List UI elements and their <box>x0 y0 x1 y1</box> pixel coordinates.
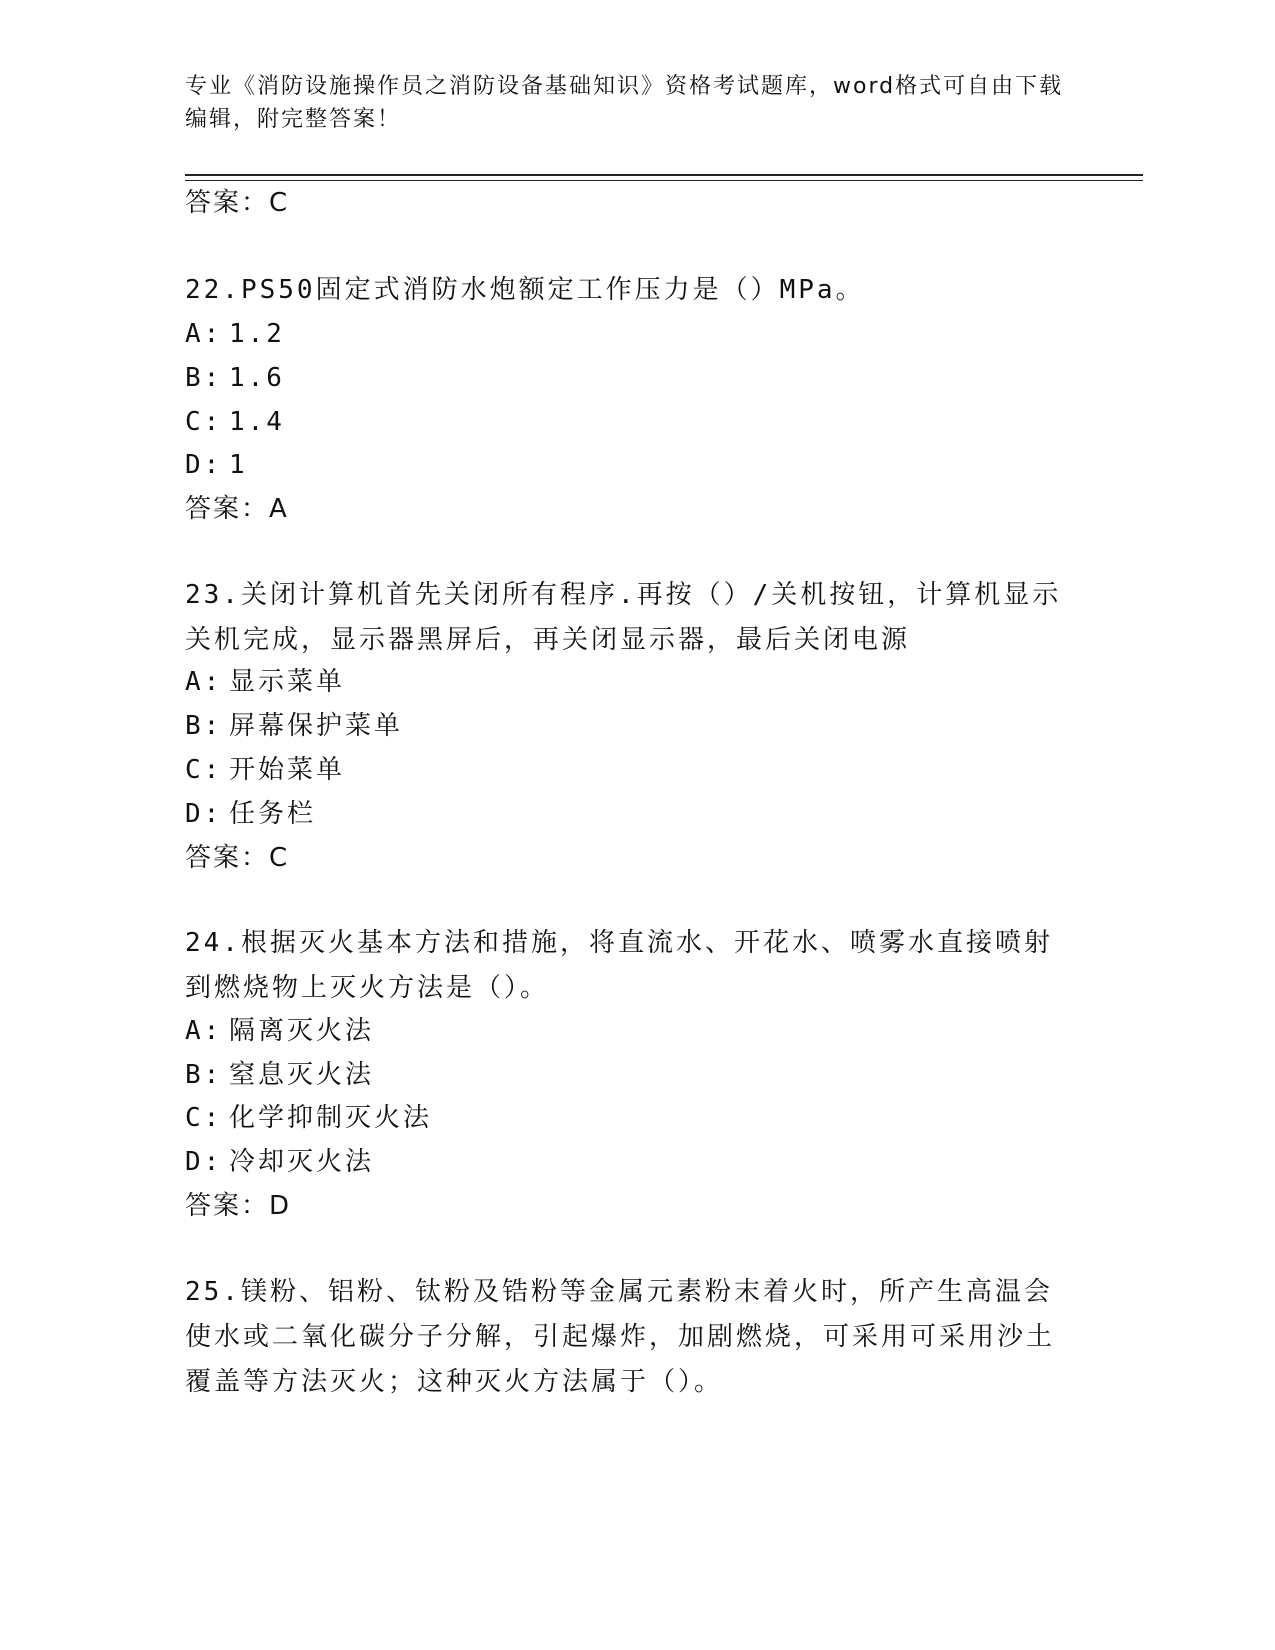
answer-23: 答案：C <box>185 843 290 873</box>
answer-21: 答案：C <box>185 188 290 218</box>
document-header: 专业《消防设施操作员之消防设备基础知识》资格考试题库，word格式可自由下载编辑，附完整答案！ <box>185 74 1064 132</box>
option-letter: B: <box>185 363 223 393</box>
question-23-option-b <box>185 711 403 741</box>
question-22-option-b <box>185 363 285 393</box>
question-24-option-d <box>185 1147 374 1177</box>
option-text: 1.2 <box>229 319 285 349</box>
option-text: 屏幕保护菜单 <box>229 711 404 741</box>
question-22-option-a <box>185 319 285 349</box>
question-22-option-d <box>185 450 248 480</box>
question-23-option-d <box>185 799 316 829</box>
question-24-stem: 24.根据灭火基本方法和措施，将直流水、开花水、喷雾水直接喷射到燃烧物上灭火方法是（）。 <box>185 928 1053 1003</box>
option-letter: D: <box>185 1147 223 1177</box>
question-22-option-c <box>185 407 285 437</box>
option-letter: C: <box>185 755 223 785</box>
question-23-option-c <box>185 755 345 785</box>
question-23-option-a <box>185 667 345 697</box>
option-text: 隔离灭火法 <box>229 1016 375 1046</box>
option-text: 开始菜单 <box>229 755 346 785</box>
option-text: 任务栏 <box>229 799 317 829</box>
option-letter: A: <box>185 319 223 349</box>
answer-24: 答案：D <box>185 1191 292 1221</box>
option-text: 显示菜单 <box>229 667 346 697</box>
option-text: 冷却灭火法 <box>229 1147 375 1177</box>
option-text: 化学抑制灭火法 <box>229 1103 433 1133</box>
header-divider-thin <box>185 180 1143 181</box>
question-24-option-b <box>185 1060 374 1090</box>
header-divider-thick <box>185 174 1143 176</box>
option-letter: B: <box>185 1060 223 1090</box>
option-letter: A: <box>185 667 223 697</box>
option-text: 1 <box>229 450 248 480</box>
option-letter: B: <box>185 711 223 741</box>
question-25-stem: 25.镁粉、铝粉、钛粉及锆粉等金属元素粉末着火时，所产生高温会使水或二氧化碳分子分解，引起爆炸，加剧燃烧，可采用可采用沙土覆盖等方法灭火；这种灭火方法属于（）。 <box>185 1277 1056 1397</box>
answer-22: 答案：A <box>185 494 289 524</box>
option-letter: C: <box>185 1103 223 1133</box>
option-letter: D: <box>185 450 223 480</box>
question-24-option-a <box>185 1016 374 1046</box>
option-text: 窒息灭火法 <box>229 1060 375 1090</box>
option-letter: C: <box>185 407 223 437</box>
option-letter: D: <box>185 799 223 829</box>
option-letter: A: <box>185 1016 223 1046</box>
option-text: 1.6 <box>229 363 285 393</box>
question-22-stem: 22.PS50固定式消防水炮额定工作压力是（）MPa。 <box>185 275 865 305</box>
question-23-stem: 23.关闭计算机首先关闭所有程序.再按（）/关机按钮，计算机显示关机完成，显示器黑屏后，再关闭显示器，最后关闭电源 <box>185 580 1062 655</box>
option-text: 1.4 <box>229 407 285 437</box>
question-24-option-c <box>185 1103 432 1133</box>
